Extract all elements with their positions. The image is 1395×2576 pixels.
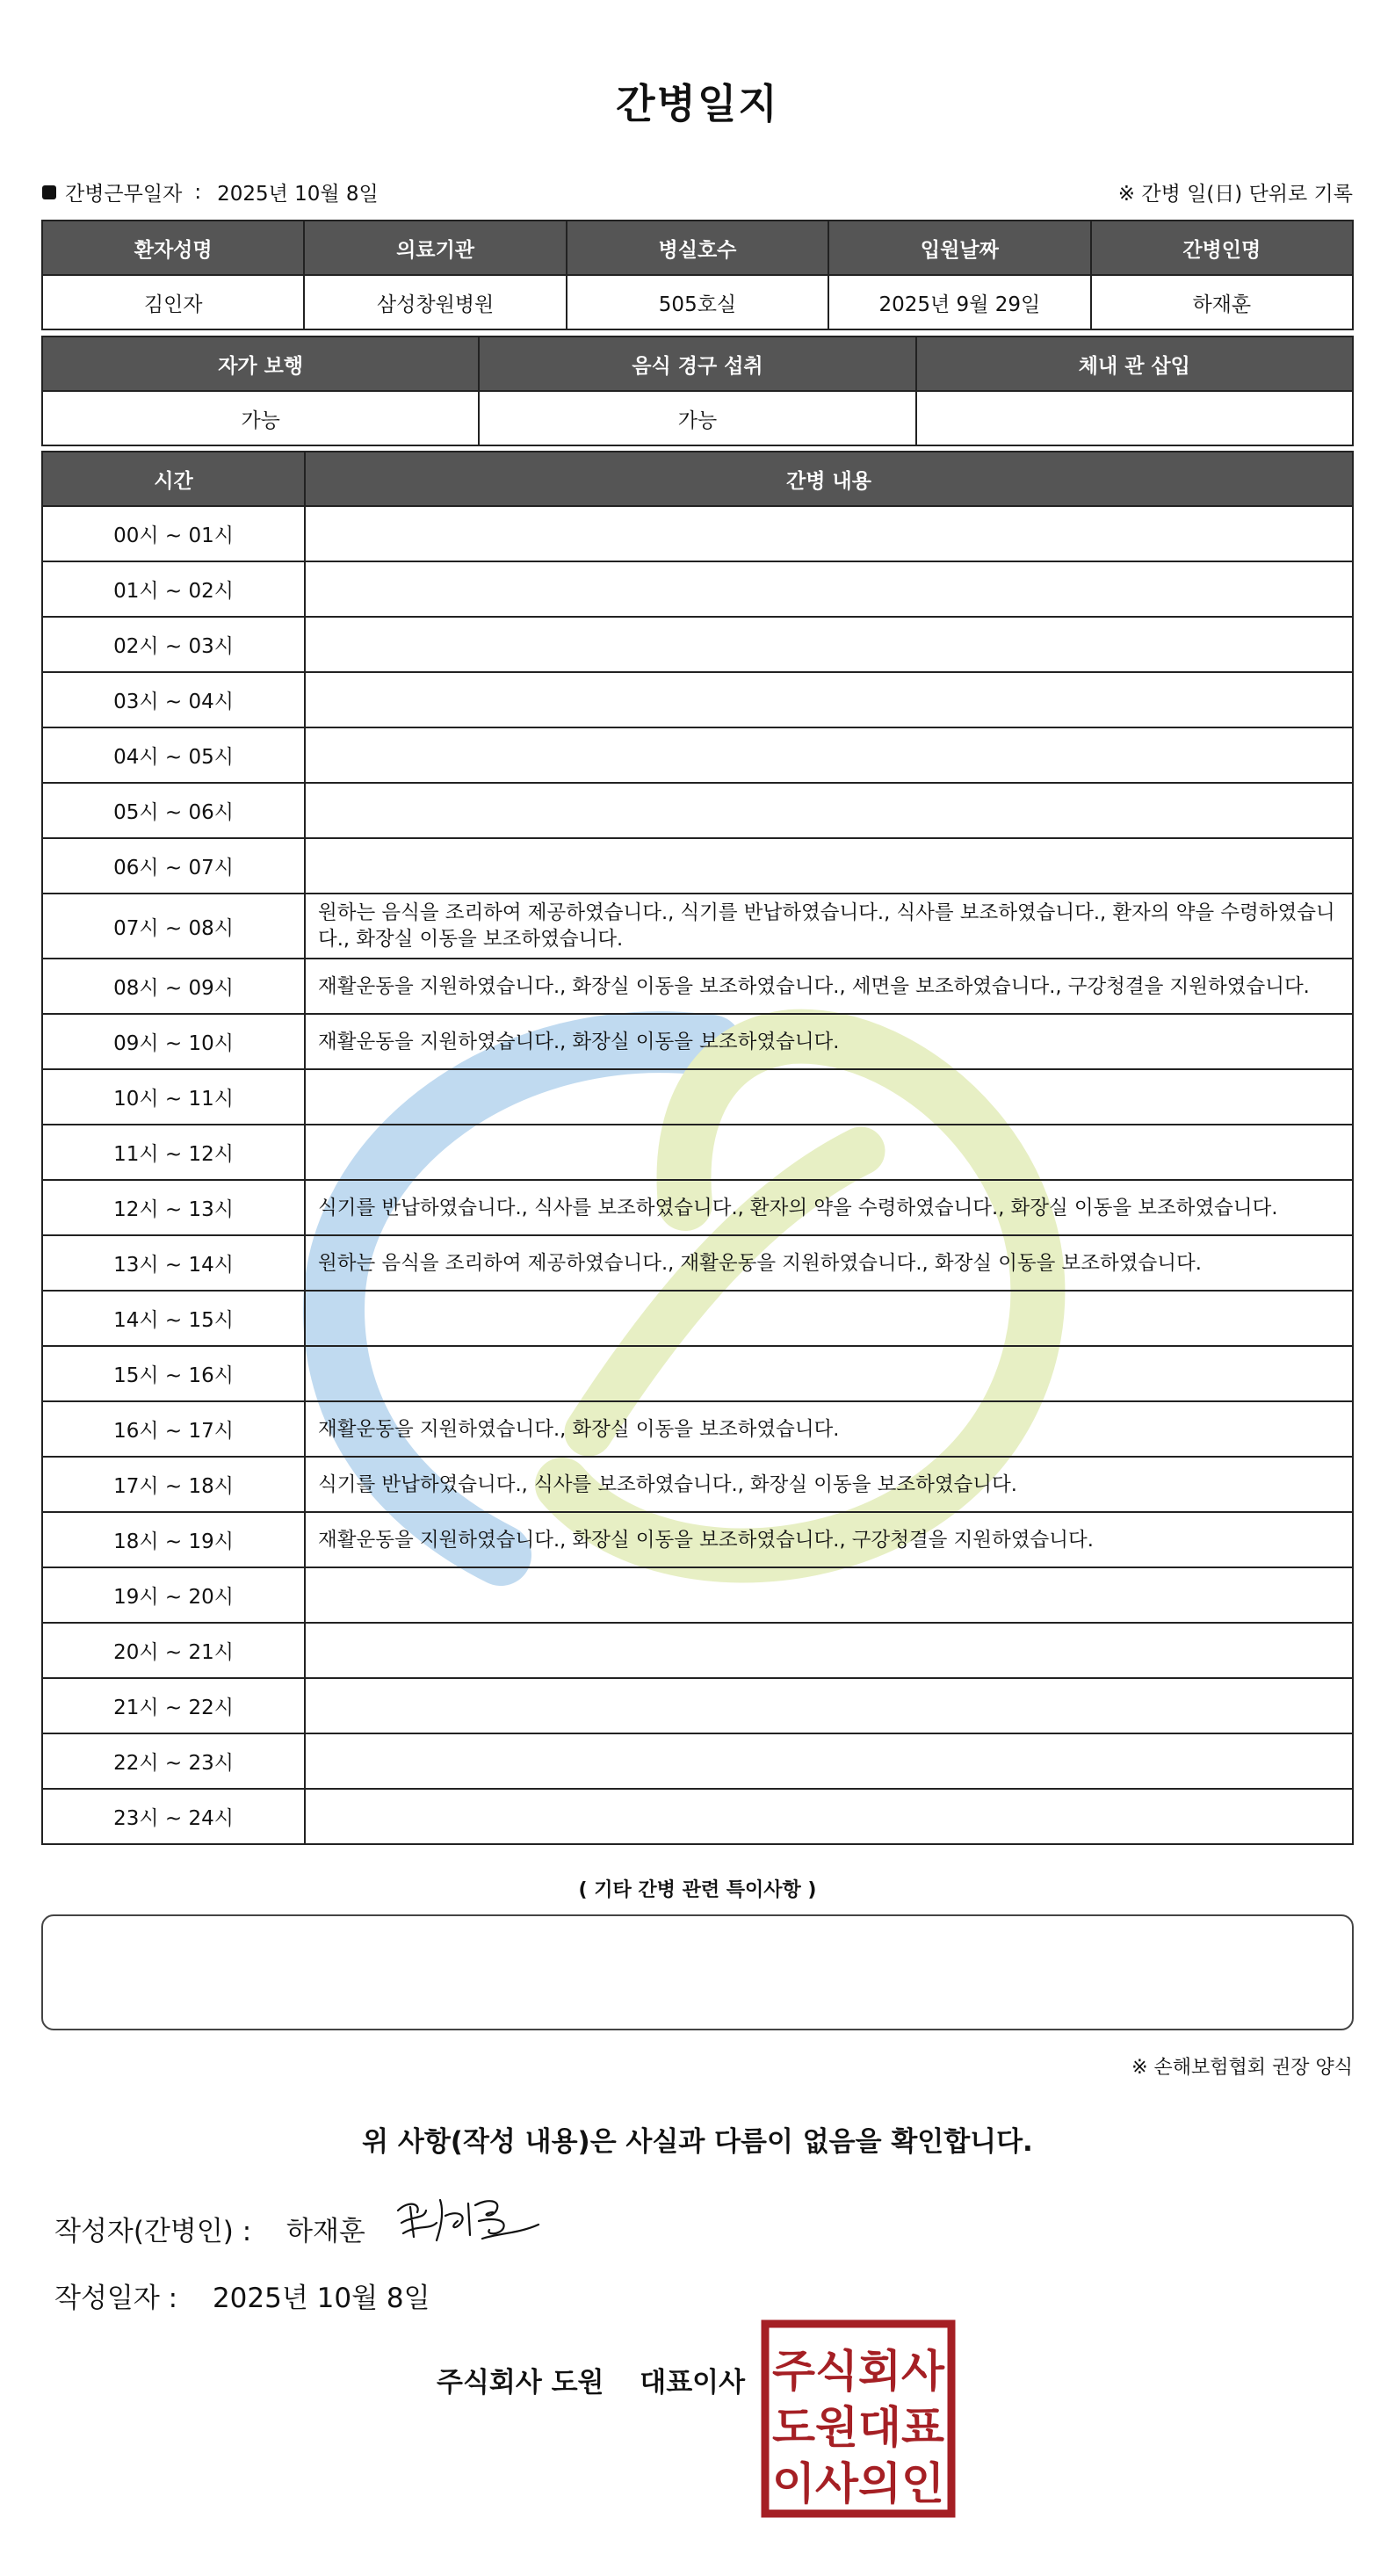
log-content-cell: 재활운동을 지원하였습니다., 화장실 이동을 보조하였습니다. [305,1014,1353,1069]
work-date-label: 간병근무일자 [65,183,183,206]
work-date-colon: : [194,180,202,204]
log-row [42,1401,1353,1457]
log-time-cell: 10시 ~ 11시 [42,1069,305,1125]
log-time-cell: 04시 ~ 05시 [42,727,305,783]
daily-record-note: ※ 간병 일(日) 단위로 기록 [1117,183,1353,206]
log-row [42,1457,1353,1512]
log-content-cell [305,1291,1353,1346]
log-content-cell: 원하는 음식을 조리하여 제공하였습니다., 식기를 반납하였습니다., 식사를 보조하였습니다., 환자의 약을 수령하였습니다., 화장실 이동을 보조하였습니다. [305,894,1353,959]
log-row [42,959,1353,1014]
written-date-line [54,2276,430,2315]
status-header-row [42,336,1353,391]
log-time-cell: 13시 ~ 14시 [42,1235,305,1291]
log-content-cell [305,561,1353,617]
header-hospital: 의료기관 [304,221,566,275]
log-row [42,1733,1353,1789]
self-walking-value: 가능 [42,391,479,445]
header-room-number: 병실호수 [567,221,828,275]
log-time-cell: 06시 ~ 07시 [42,838,305,894]
log-row [42,561,1353,617]
log-time-cell: 15시 ~ 16시 [42,1346,305,1401]
log-row [42,838,1353,894]
log-row [42,1125,1353,1180]
log-row [42,506,1353,561]
log-header-row [42,452,1353,506]
log-time-cell: 02시 ~ 03시 [42,617,305,672]
work-date-value: 2025년 10월 8일 [217,183,379,206]
header-oral-intake: 음식 경구 섭취 [479,336,915,391]
log-row [42,1567,1353,1623]
log-content-cell [305,1125,1353,1180]
log-row [42,783,1353,838]
tube-insertion-value [916,391,1353,445]
log-time-cell: 18시 ~ 19시 [42,1512,305,1567]
log-row [42,1014,1353,1069]
log-row [42,1623,1353,1678]
patient-info-table [41,220,1354,330]
log-row [42,894,1353,959]
work-date-line [42,177,379,206]
log-time-cell: 14시 ~ 15시 [42,1291,305,1346]
written-date-value: 2025년 10월 8일 [212,2283,430,2314]
seal-row-3: 이사의인 [772,2458,944,2509]
log-row [42,1069,1353,1125]
log-time-cell: 12시 ~ 13시 [42,1180,305,1235]
log-row [42,617,1353,672]
log-time-cell: 23시 ~ 24시 [42,1789,305,1844]
log-content-cell: 재활운동을 지원하였습니다., 화장실 이동을 보조하였습니다., 구강청결을 지원하였습니다. [305,1512,1353,1567]
patient-name-value: 김인자 [42,275,304,329]
status-value-row [42,391,1353,445]
header-admission-date: 입원날짜 [828,221,1090,275]
special-notes-box [41,1914,1354,2030]
header-time: 시간 [42,452,305,506]
written-date-label: 작성일자 : [54,2283,178,2314]
ceo-title: 대표이사 [640,2367,746,2399]
log-time-cell: 01시 ~ 02시 [42,561,305,617]
log-time-cell: 16시 ~ 17시 [42,1401,305,1457]
log-row [42,727,1353,783]
header-tube-insertion: 체내 관 삽입 [916,336,1353,391]
log-row [42,1512,1353,1567]
recommended-form-note: ※ 손해보험협회 권장 양식 [1131,2057,1353,2079]
document-title: 간병일지 [616,80,779,127]
log-content-cell: 원하는 음식을 조리하여 제공하였습니다., 재활운동을 지원하였습니다., 화장실 이동을 보조하였습니다. [305,1235,1353,1291]
patient-info-value-row [42,275,1353,329]
log-row [42,1291,1353,1346]
log-row [42,1235,1353,1291]
log-time-cell: 19시 ~ 20시 [42,1567,305,1623]
company-seal-stamp [761,2319,956,2518]
patient-status-table [41,336,1354,446]
header-patient-name: 환자성명 [42,221,304,275]
log-time-cell: 00시 ~ 01시 [42,506,305,561]
log-time-cell: 11시 ~ 12시 [42,1125,305,1180]
header-care-content: 간병 내용 [305,452,1353,506]
log-time-cell: 09시 ~ 10시 [42,1014,305,1069]
log-content-cell: 재활운동을 지원하였습니다., 화장실 이동을 보조하였습니다. [305,1401,1353,1457]
log-time-cell: 20시 ~ 21시 [42,1623,305,1678]
log-content-cell [305,1346,1353,1401]
writer-name: 하재훈 [286,2216,365,2247]
writer-line [54,2209,365,2248]
log-content-cell [305,1623,1353,1678]
log-content-cell [305,672,1353,727]
seal-row-2: 도원대표 [772,2402,945,2453]
log-content-cell [305,1069,1353,1125]
log-content-cell: 식기를 반납하였습니다., 식사를 보조하였습니다., 환자의 약을 수령하였습니다., 화장실 이동을 보조하였습니다. [305,1180,1353,1235]
company-name: 주식회사 도원 [437,2367,604,2399]
log-body [42,506,1353,1844]
header-caregiver-name: 간병인명 [1091,221,1353,275]
hourly-care-log-table [41,451,1354,1845]
admission-date-value: 2025년 9월 29일 [828,275,1090,329]
log-content-cell [305,838,1353,894]
log-time-cell: 17시 ~ 18시 [42,1457,305,1512]
special-notes-title: ( 기타 간병 관련 특이사항 ) [578,1879,817,1901]
log-content-cell [305,1733,1353,1789]
log-content-cell [305,783,1353,838]
log-row [42,1789,1353,1844]
bullet-square-icon [42,185,56,199]
log-row [42,672,1353,727]
log-time-cell: 05시 ~ 06시 [42,783,305,838]
log-content-cell: 재활운동을 지원하였습니다., 화장실 이동을 보조하였습니다., 세면을 보조하였습니다., 구강청결을 지원하였습니다. [305,959,1353,1014]
log-content-cell [305,506,1353,561]
handwritten-signature [391,2184,549,2254]
log-row [42,1346,1353,1401]
header-self-walking: 자가 보행 [42,336,479,391]
log-content-cell: 식기를 반납하였습니다., 식사를 보조하였습니다., 화장실 이동을 보조하였습니다. [305,1457,1353,1512]
log-time-cell: 21시 ~ 22시 [42,1678,305,1733]
confirmation-statement: 위 사항(작성 내용)은 사실과 다름이 없음을 확인합니다. [362,2126,1033,2158]
hospital-value: 삼성창원병원 [304,275,566,329]
log-time-cell: 07시 ~ 08시 [42,894,305,959]
company-line [437,2360,745,2399]
log-content-cell [305,1789,1353,1844]
caregiver-name-value: 하재훈 [1091,275,1353,329]
writer-label: 작성자(간병인) : [54,2216,252,2247]
log-content-cell [305,727,1353,783]
log-content-cell [305,1567,1353,1623]
log-time-cell: 03시 ~ 04시 [42,672,305,727]
log-time-cell: 08시 ~ 09시 [42,959,305,1014]
log-row [42,1180,1353,1235]
patient-info-header-row [42,221,1353,275]
log-content-cell [305,617,1353,672]
log-row [42,1678,1353,1733]
room-number-value: 505호실 [567,275,828,329]
seal-row-1: 주식회사 [772,2346,945,2397]
oral-intake-value: 가능 [479,391,915,445]
log-content-cell [305,1678,1353,1733]
log-time-cell: 22시 ~ 23시 [42,1733,305,1789]
